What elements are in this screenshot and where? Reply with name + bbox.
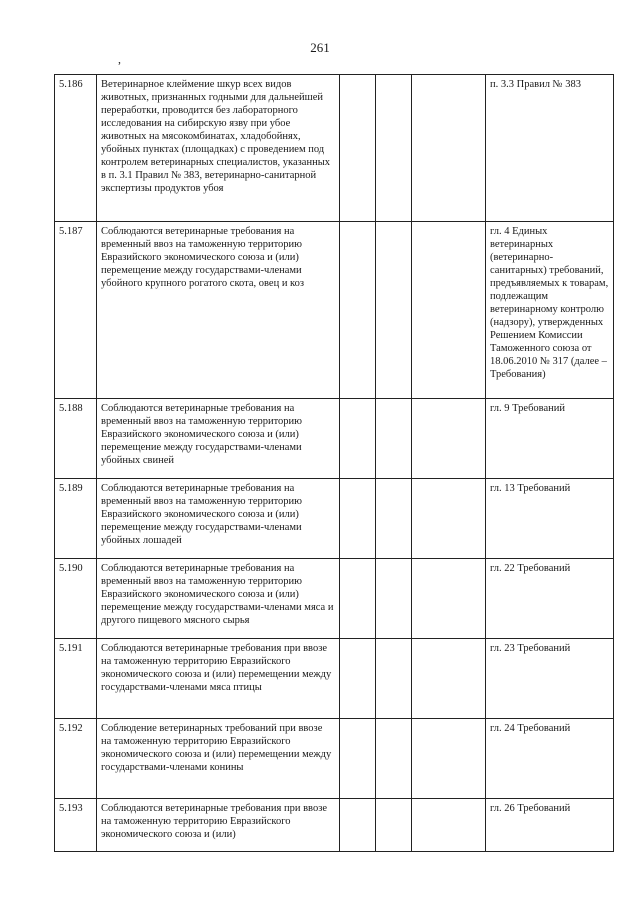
requirements-table xyxy=(54,74,614,852)
table-row xyxy=(55,639,614,719)
requirement-text: Соблюдаются ветеринарные требования на временный ввоз на таможенную территорию Евразийского экономического союза и (или) перемещение между государствами-членами убойного крупного рогатого скота, овец и коз xyxy=(97,222,340,399)
row-number: 5.189 xyxy=(55,479,97,559)
empty-cell xyxy=(340,559,376,639)
empty-cell xyxy=(340,799,376,852)
empty-cell xyxy=(376,75,412,222)
requirement-text: Соблюдаются ветеринарные требования при ввозе на таможенную территорию Евразийского экономического союза и (или) xyxy=(97,799,340,852)
reference-text: гл. 23 Требований xyxy=(486,639,614,719)
stray-mark: , xyxy=(118,52,121,66)
empty-cell xyxy=(376,559,412,639)
reference-text: гл. 26 Требований xyxy=(486,799,614,852)
row-number: 5.187 xyxy=(55,222,97,399)
table-row xyxy=(55,399,614,479)
empty-cell xyxy=(412,639,486,719)
empty-cell xyxy=(412,399,486,479)
reference-text: п. 3.3 Правил № 383 xyxy=(486,75,614,222)
empty-cell xyxy=(376,799,412,852)
empty-cell xyxy=(412,75,486,222)
table-row xyxy=(55,75,614,222)
empty-cell xyxy=(412,222,486,399)
requirement-text: Соблюдение ветеринарных требований при ввозе на таможенную территорию Евразийского экономического союза и (или) перемещении между государствами-членами конины xyxy=(97,719,340,799)
reference-text: гл. 13 Требований xyxy=(486,479,614,559)
row-number: 5.188 xyxy=(55,399,97,479)
reference-text: гл. 4 Единых ветеринарных (ветеринарно-санитарных) требований, предъявляемых к товарам, подлежащим ветеринарному контролю (надзору), утвержденных Решением Комиссии Таможенного союза от 18.06.2010 № 317 (далее – Требования) xyxy=(486,222,614,399)
table-row xyxy=(55,719,614,799)
empty-cell xyxy=(340,719,376,799)
table-row xyxy=(55,222,614,399)
reference-text: гл. 22 Требований xyxy=(486,559,614,639)
requirement-text: Соблюдаются ветеринарные требования на временный ввоз на таможенную территорию Евразийского экономического союза и (или) перемещение между государствами-членами убойных свиней xyxy=(97,399,340,479)
row-number: 5.192 xyxy=(55,719,97,799)
empty-cell xyxy=(376,719,412,799)
requirement-text: Соблюдаются ветеринарные требования на временный ввоз на таможенную территорию Евразийского экономического союза и (или) перемещение между государствами-членами убойных лошадей xyxy=(97,479,340,559)
table-row xyxy=(55,559,614,639)
empty-cell xyxy=(376,399,412,479)
empty-cell xyxy=(376,479,412,559)
empty-cell xyxy=(340,399,376,479)
empty-cell xyxy=(340,639,376,719)
row-number: 5.190 xyxy=(55,559,97,639)
empty-cell xyxy=(412,719,486,799)
requirement-text: Соблюдаются ветеринарные требования при ввозе на таможенную территорию Евразийского экономического союза и (или) перемещении между государствами-членами мяса птицы xyxy=(97,639,340,719)
empty-cell xyxy=(340,479,376,559)
table-row xyxy=(55,479,614,559)
reference-text: гл. 9 Требований xyxy=(486,399,614,479)
table-row xyxy=(55,799,614,852)
empty-cell xyxy=(376,639,412,719)
reference-text: гл. 24 Требований xyxy=(486,719,614,799)
empty-cell xyxy=(412,559,486,639)
requirement-text: Ветеринарное клеймение шкур всех видов животных, признанных годными для дальнейшей переработки, проводится без лабораторного исследования на сибирскую язву при убое животных на мясокомбинатах, хладобойнях, убойных пунктах (площадках) с проведением под контролем ветеринарных специалистов, указанных в п. 3.1 Правил № 383, ветеринарно-санитарной экспертизы продуктов убоя xyxy=(97,75,340,222)
empty-cell xyxy=(376,222,412,399)
row-number: 5.186 xyxy=(55,75,97,222)
row-number: 5.191 xyxy=(55,639,97,719)
empty-cell xyxy=(340,222,376,399)
requirement-text: Соблюдаются ветеринарные требования на временный ввоз на таможенную территорию Евразийского экономического союза и (или) перемещение между государствами-членами мяса и другого пищевого мясного сырья xyxy=(97,559,340,639)
row-number: 5.193 xyxy=(55,799,97,852)
page-number: 261 xyxy=(310,40,330,55)
empty-cell xyxy=(340,75,376,222)
empty-cell xyxy=(412,799,486,852)
empty-cell xyxy=(412,479,486,559)
